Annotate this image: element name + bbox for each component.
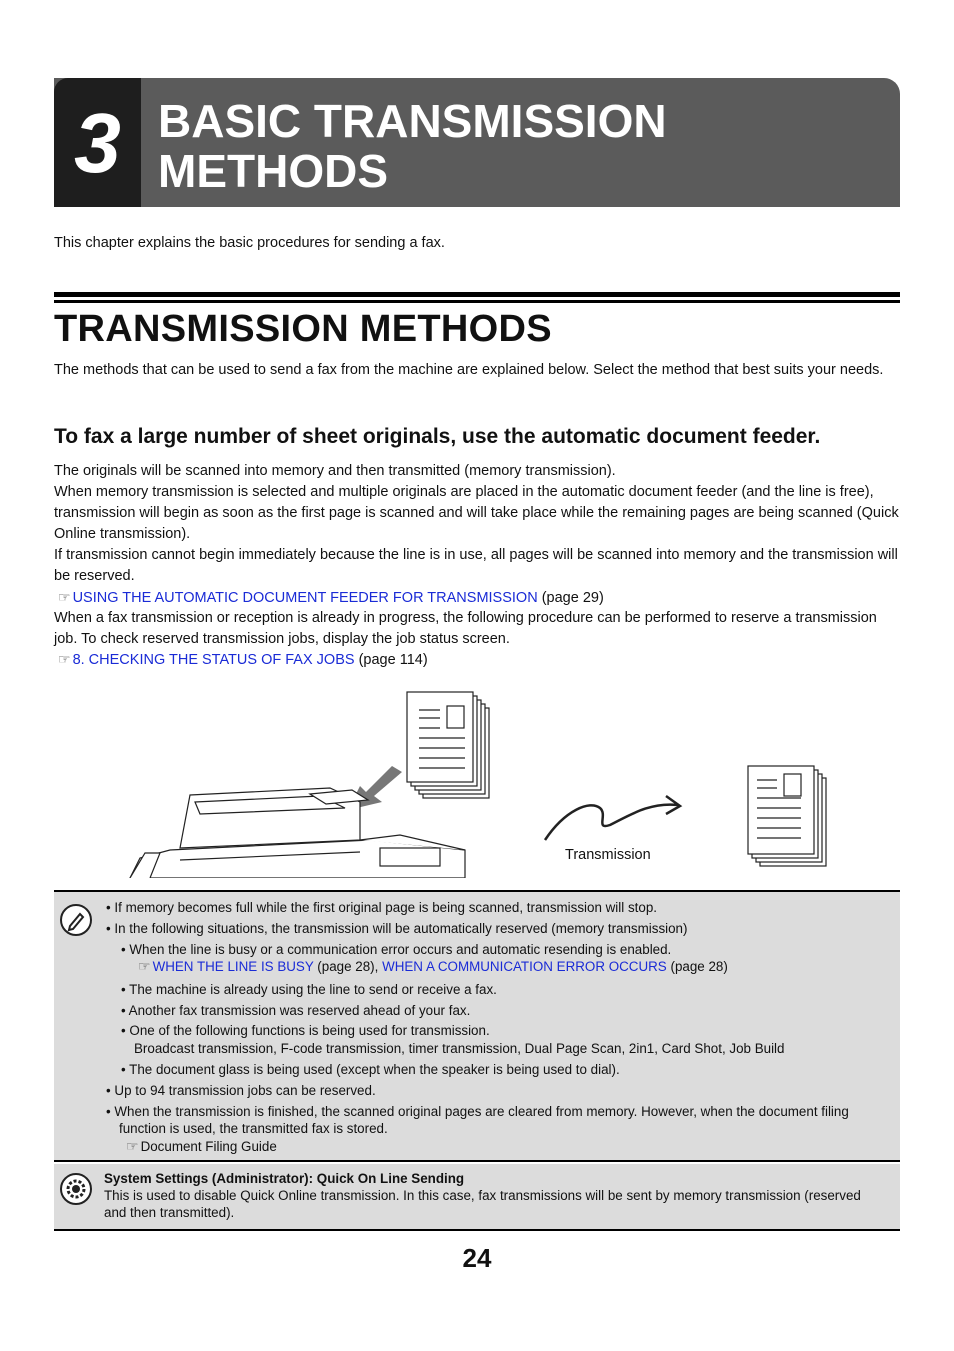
note-text-2d: One of the following functions is being used for transmission. <box>129 1023 490 1038</box>
gear-icon <box>62 1175 90 1203</box>
note-ref-line-4 <box>122 1138 277 1155</box>
note-pencil-icon <box>60 904 92 936</box>
pointing-hand-icon: ☞ <box>138 958 151 974</box>
pointing-hand-icon: ☞ <box>126 1138 139 1154</box>
note-text-2b: The machine is already using the line to send or receive a fax. <box>129 982 497 997</box>
copier-machine-icon <box>130 788 465 878</box>
pencil-icon <box>62 906 90 934</box>
received-document-stack-icon <box>748 766 826 866</box>
note-subitem-2b: • The machine is already using the line to send or receive a fax. <box>121 982 497 997</box>
note-text-2a: When the line is busy or a communication error occurs and automatic resending is enabled. <box>129 942 672 957</box>
ref-link-fax-job-status[interactable]: 8. CHECKING THE STATUS OF FAX JOBS <box>72 652 355 668</box>
body-paragraph-4: When a fax transmission or reception is already in progress, the following procedure can be performed to reserve a transmission job. To check reserved transmission jobs, display the job status screen. <box>54 610 877 647</box>
pointing-hand-icon: ☞ <box>58 651 71 667</box>
note-subitem-2d: • One of the following functions is being used for transmission. <box>121 1023 490 1038</box>
ref-link-line-busy[interactable]: WHEN THE LINE IS BUSY <box>152 959 314 974</box>
note-ref-line-2a <box>134 958 728 975</box>
ref-page-2: (page 114) <box>358 652 428 668</box>
section-rule-thin <box>54 300 900 303</box>
note-item-1: • If memory becomes full while the first original page is being scanned, transmission will stop. <box>106 900 657 915</box>
reference-line-1 <box>54 587 900 609</box>
transmission-illustration <box>120 690 840 878</box>
settings-body: This is used to disable Quick Online transmission. In this case, fax transmissions will be sent by memory transmission (reserved and then transmitted). <box>104 1188 861 1220</box>
note-item-2: • In the following situations, the transmission will be automatically reserved (memory transmission) <box>106 921 688 936</box>
body-paragraph-1: The originals will be scanned into memory and then transmitted (memory transmission). <box>54 463 616 479</box>
note-subitem-2e: • The document glass is being used (except when the speaker is being used to dial). <box>121 1062 620 1077</box>
note-text-2c: Another fax transmission was reserved ahead of your fax. <box>128 1003 471 1018</box>
settings-title: System Settings (Administrator): Quick On Line Sending <box>104 1171 465 1186</box>
chapter-title: BASIC TRANSMISSION METHODS <box>158 95 667 197</box>
settings-gear-badge <box>60 1173 92 1205</box>
ref-page-comm-error: (page 28) <box>670 959 728 974</box>
ref-document-filing-guide: Document Filing Guide <box>140 1139 277 1154</box>
ref-link-adf-transmission[interactable]: USING THE AUTOMATIC DOCUMENT FEEDER FOR TRANSMISSION <box>72 590 538 606</box>
section-rule-thick <box>54 292 900 297</box>
chapter-banner <box>54 78 900 207</box>
chapter-intro: This chapter explains the basic procedures for sending a fax. <box>54 235 445 251</box>
note-subitem-2d-detail: Broadcast transmission, F-code transmission, timer transmission, Dual Page Scan, 2in1, Card Shot, Job Build <box>134 1041 785 1056</box>
note-text-2: In the following situations, the transmission will be automatically reserved (memory transmission) <box>114 921 688 936</box>
page-number: 24 <box>462 1243 492 1273</box>
reference-line-2 <box>54 649 900 671</box>
ref-page-line-busy: (page 28), <box>317 959 379 974</box>
ref-link-comm-error[interactable]: WHEN A COMMUNICATION ERROR OCCURS <box>382 959 667 974</box>
body-paragraph-2: When memory transmission is selected and multiple originals are placed in the automatic document feeder (and the line is free), transmission will begin as soon as the first page is scanned and will take place while the remaining pages are being scanned (Quick Online transmission). <box>54 484 899 542</box>
note-text-2e: The document glass is being used (except when the speaker is being used to dial). <box>129 1062 620 1077</box>
ref-page-1: (page 29) <box>541 590 604 606</box>
section-intro: The methods that can be used to send a fax from the machine are explained below. Select the method that best suits your needs. <box>54 362 884 378</box>
section-title: TRANSMISSION METHODS <box>54 308 552 350</box>
transmission-label: Transmission <box>565 847 651 863</box>
note-item-3: • Up to 94 transmission jobs can be reserved. <box>106 1083 376 1098</box>
note-text-1: If memory becomes full while the first original page is being scanned, transmission will stop. <box>114 900 657 915</box>
note-item-4: • When the transmission is finished, the scanned original pages are cleared from memory. However, when the document filing function is used, the transmitted fax is stored. <box>106 1104 849 1136</box>
chapter-number-box <box>54 78 141 207</box>
note-subitem-2c: • Another fax transmission was reserved ahead of your fax. <box>121 1003 471 1018</box>
transmission-curve-arrow <box>545 805 678 840</box>
body-paragraph-3: If transmission cannot begin immediately because the line is in use, all pages will be scanned into memory and the transmission will be reserved. <box>54 547 898 584</box>
chapter-number: 3 <box>74 96 121 190</box>
subsection-title: To fax a large number of sheet originals, use the automatic document feeder. <box>54 425 821 448</box>
note-text-3: Up to 94 transmission jobs can be reserved. <box>114 1083 376 1098</box>
pointing-hand-icon: ☞ <box>58 589 71 605</box>
note-subitem-2a: • When the line is busy or a communication error occurs and automatic resending is enabled. <box>121 942 672 957</box>
original-document-stack-icon <box>407 692 489 798</box>
note-text-4: When the transmission is finished, the scanned original pages are cleared from memory. However, when the document filing function is used, the transmitted fax is stored. <box>114 1104 849 1136</box>
